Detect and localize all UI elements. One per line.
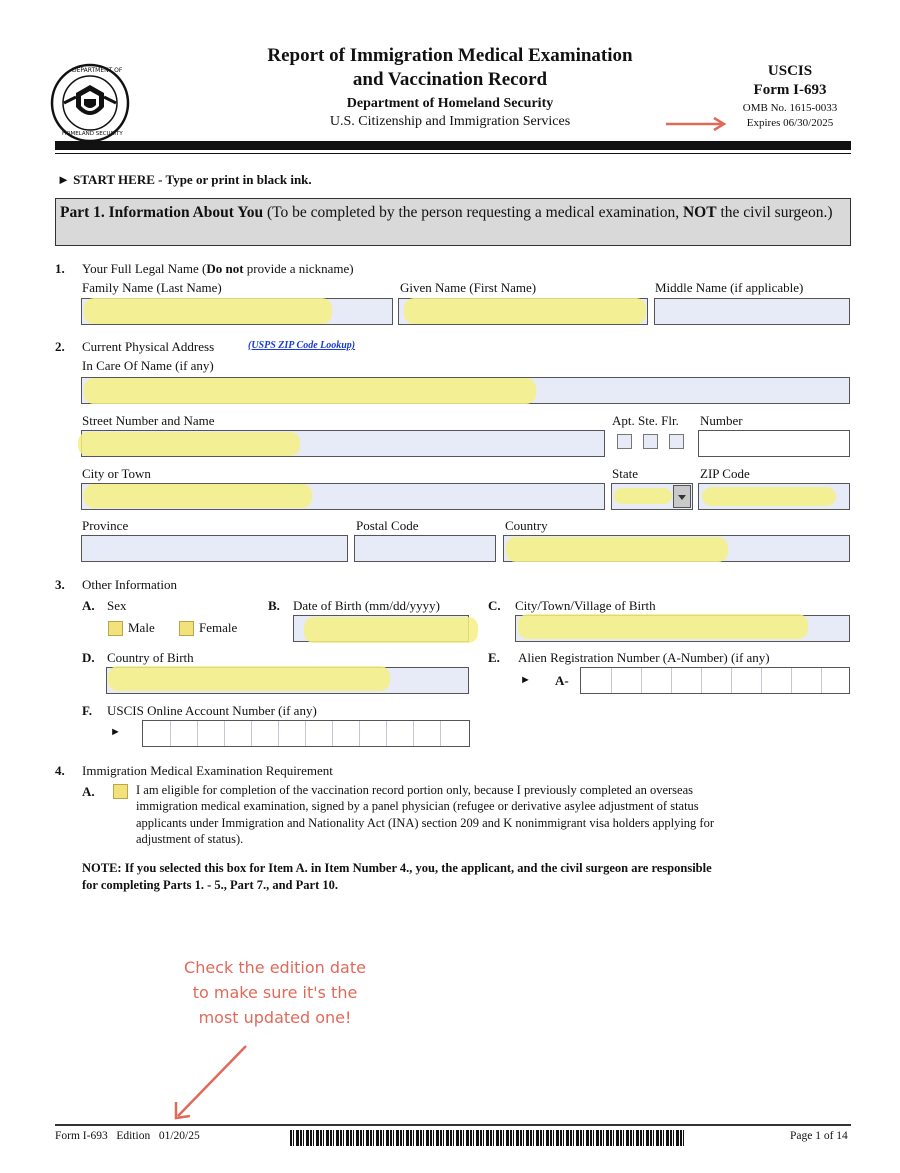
item4a-line3: applicants under Immigration and Nationality Act (INA) section 209 and K nonimmigrant visa holders applying for <box>136 815 714 830</box>
apt-number-input[interactable] <box>698 430 850 457</box>
address-label: Current Physical Address <box>82 339 215 354</box>
part1-subtitle: (To be completed by the person requesting a medical examination, <box>263 204 683 221</box>
item4-label: Immigration Medical Examination Requirement <box>82 763 333 778</box>
footer-page-number: Page 1 of 14 <box>790 1130 848 1142</box>
start-here: ► START HERE - Type or print in black ink. <box>57 172 312 187</box>
part1-not: NOT <box>682 204 717 221</box>
highlight-city <box>84 484 312 508</box>
item4-note <box>82 860 852 893</box>
agency-name: U.S. Citizenship and Immigration Services <box>329 114 571 129</box>
highlight-given-name <box>404 298 646 324</box>
anumber-prefix: A- <box>555 673 569 688</box>
expiration-date: Expires 06/30/2025 <box>746 117 834 129</box>
city-birth-label: City/Town/Village of Birth <box>515 598 656 613</box>
form-number: Form I-693 <box>753 82 827 98</box>
state-dropdown-button[interactable] <box>673 485 691 508</box>
middle-name-label: Middle Name (if applicable) <box>655 280 804 295</box>
form-title-line2: and Vaccination Record <box>352 69 548 90</box>
apt-checkbox[interactable] <box>617 434 632 449</box>
apt-ste-flr-label: Apt. Ste. Flr. <box>612 413 679 428</box>
annotation-arrow-expires <box>664 116 732 132</box>
anumber-input[interactable] <box>580 667 850 694</box>
footer-edition: Form I-693 Edition 01/20/25 <box>55 1130 200 1142</box>
province-label: Province <box>82 518 129 533</box>
annotation-line1: Check the edition date <box>184 958 366 977</box>
item4a-letter: A. <box>82 784 95 799</box>
sex-label: Sex <box>107 598 127 613</box>
item2-number: 2. <box>55 339 65 354</box>
anumber-arrow: ► <box>520 674 531 686</box>
in-care-of-label: In Care Of Name (if any) <box>82 358 214 373</box>
country-birth-label: Country of Birth <box>107 650 194 665</box>
part1-title: Part 1. Information About You <box>60 204 264 221</box>
item4a-line2: immigration medical examination, signed by a panel physician (refugee or derivative asylee adjustment of status <box>136 799 699 814</box>
omb-number: OMB No. 1615-0033 <box>742 102 838 114</box>
annotation-arrow-edition <box>160 1040 260 1126</box>
header-rule-thin <box>55 153 851 154</box>
uscis-online-label: USCIS Online Account Number (if any) <box>107 703 317 718</box>
highlight-city-birth <box>518 614 808 639</box>
family-name-label: Family Name (Last Name) <box>82 280 222 295</box>
item3f-letter: F. <box>82 703 92 718</box>
highlight-country <box>506 537 728 562</box>
seal-text-top: DEPARTMENT OF <box>72 67 123 74</box>
annotation-line3: most updated one! <box>198 1008 352 1027</box>
zip-label: ZIP Code <box>700 466 750 481</box>
female-label: Female <box>199 620 238 635</box>
item1-label-pre: Your Full Legal Name ( <box>82 261 207 276</box>
other-info-label: Other Information <box>82 577 177 592</box>
middle-name-input[interactable] <box>654 298 850 325</box>
item3-number: 3. <box>55 577 65 592</box>
note-line1: NOTE: If you selected this box for Item A. in Item Number 4., you, the applicant, and the civil surgeon are responsible <box>82 861 712 875</box>
city-label: City or Town <box>82 466 151 481</box>
item3b-letter: B. <box>268 598 280 613</box>
postal-code-label: Postal Code <box>356 518 419 533</box>
highlight-family-name <box>84 298 332 324</box>
province-input[interactable] <box>81 535 348 562</box>
item4a-line1: I am eligible for completion of the vaccination record portion only, because I previously completed an overseas <box>136 783 693 797</box>
male-checkbox[interactable] <box>108 621 123 636</box>
usps-zip-lookup-link[interactable]: (USPS ZIP Code Lookup) <box>248 340 356 351</box>
item4a-text <box>136 782 846 847</box>
item3a-letter: A. <box>82 598 95 613</box>
form-id-block <box>720 62 860 131</box>
male-label: Male <box>128 620 155 635</box>
highlight-country-birth <box>108 666 390 691</box>
highlight-in-care-of <box>84 378 536 404</box>
department-name: Department of Homeland Security <box>346 96 554 111</box>
uscis-online-input[interactable] <box>142 720 470 747</box>
item3e-letter: E. <box>488 650 500 665</box>
uscis-online-arrow: ► <box>110 726 121 738</box>
ste-checkbox[interactable] <box>643 434 658 449</box>
anumber-label: Alien Registration Number (A-Number) (if any) <box>518 650 770 665</box>
highlight-street <box>78 432 300 456</box>
seal-text-bottom: HOMELAND SECURITY <box>62 131 123 137</box>
footer-rule <box>55 1124 851 1126</box>
form-title-line1: Report of Immigration Medical Examination <box>267 45 633 66</box>
item3c-letter: C. <box>488 598 501 613</box>
agency-short: USCIS <box>767 63 813 79</box>
dhs-seal <box>50 63 130 143</box>
edition-date-annotation <box>150 955 400 1030</box>
country-label: Country <box>505 518 548 533</box>
highlight-state <box>614 488 672 504</box>
annotation-line2: to make sure it's the <box>192 983 358 1002</box>
chevron-down-icon <box>674 486 690 507</box>
footer-barcode <box>290 1130 684 1146</box>
note-line2: for completing Parts 1. - 5., Part 7., and Part 10. <box>82 877 338 892</box>
given-name-label: Given Name (First Name) <box>400 280 537 295</box>
panel-physician-checkbox[interactable] <box>113 784 128 799</box>
item3d-letter: D. <box>82 650 95 665</box>
street-label: Street Number and Name <box>82 413 215 428</box>
form-title <box>230 44 670 92</box>
part1-header <box>55 198 851 246</box>
highlight-zip <box>702 487 836 506</box>
part1-subtitle-end: the civil surgeon.) <box>716 204 833 221</box>
item1-number: 1. <box>55 261 65 276</box>
number-label: Number <box>700 413 743 428</box>
item4a-line4: adjustment of status). <box>136 831 244 846</box>
female-checkbox[interactable] <box>179 621 194 636</box>
item4-number: 4. <box>55 763 65 778</box>
highlight-dob <box>304 617 478 643</box>
item1-label <box>82 261 354 277</box>
header-rule-thick <box>55 141 851 150</box>
postal-code-input[interactable] <box>354 535 496 562</box>
item1-label-bold: Do not <box>206 261 244 276</box>
state-label: State <box>612 466 638 481</box>
flr-checkbox[interactable] <box>669 434 684 449</box>
item1-label-post: provide a nickname) <box>243 261 354 276</box>
dob-label: Date of Birth (mm/dd/yyyy) <box>293 598 440 613</box>
